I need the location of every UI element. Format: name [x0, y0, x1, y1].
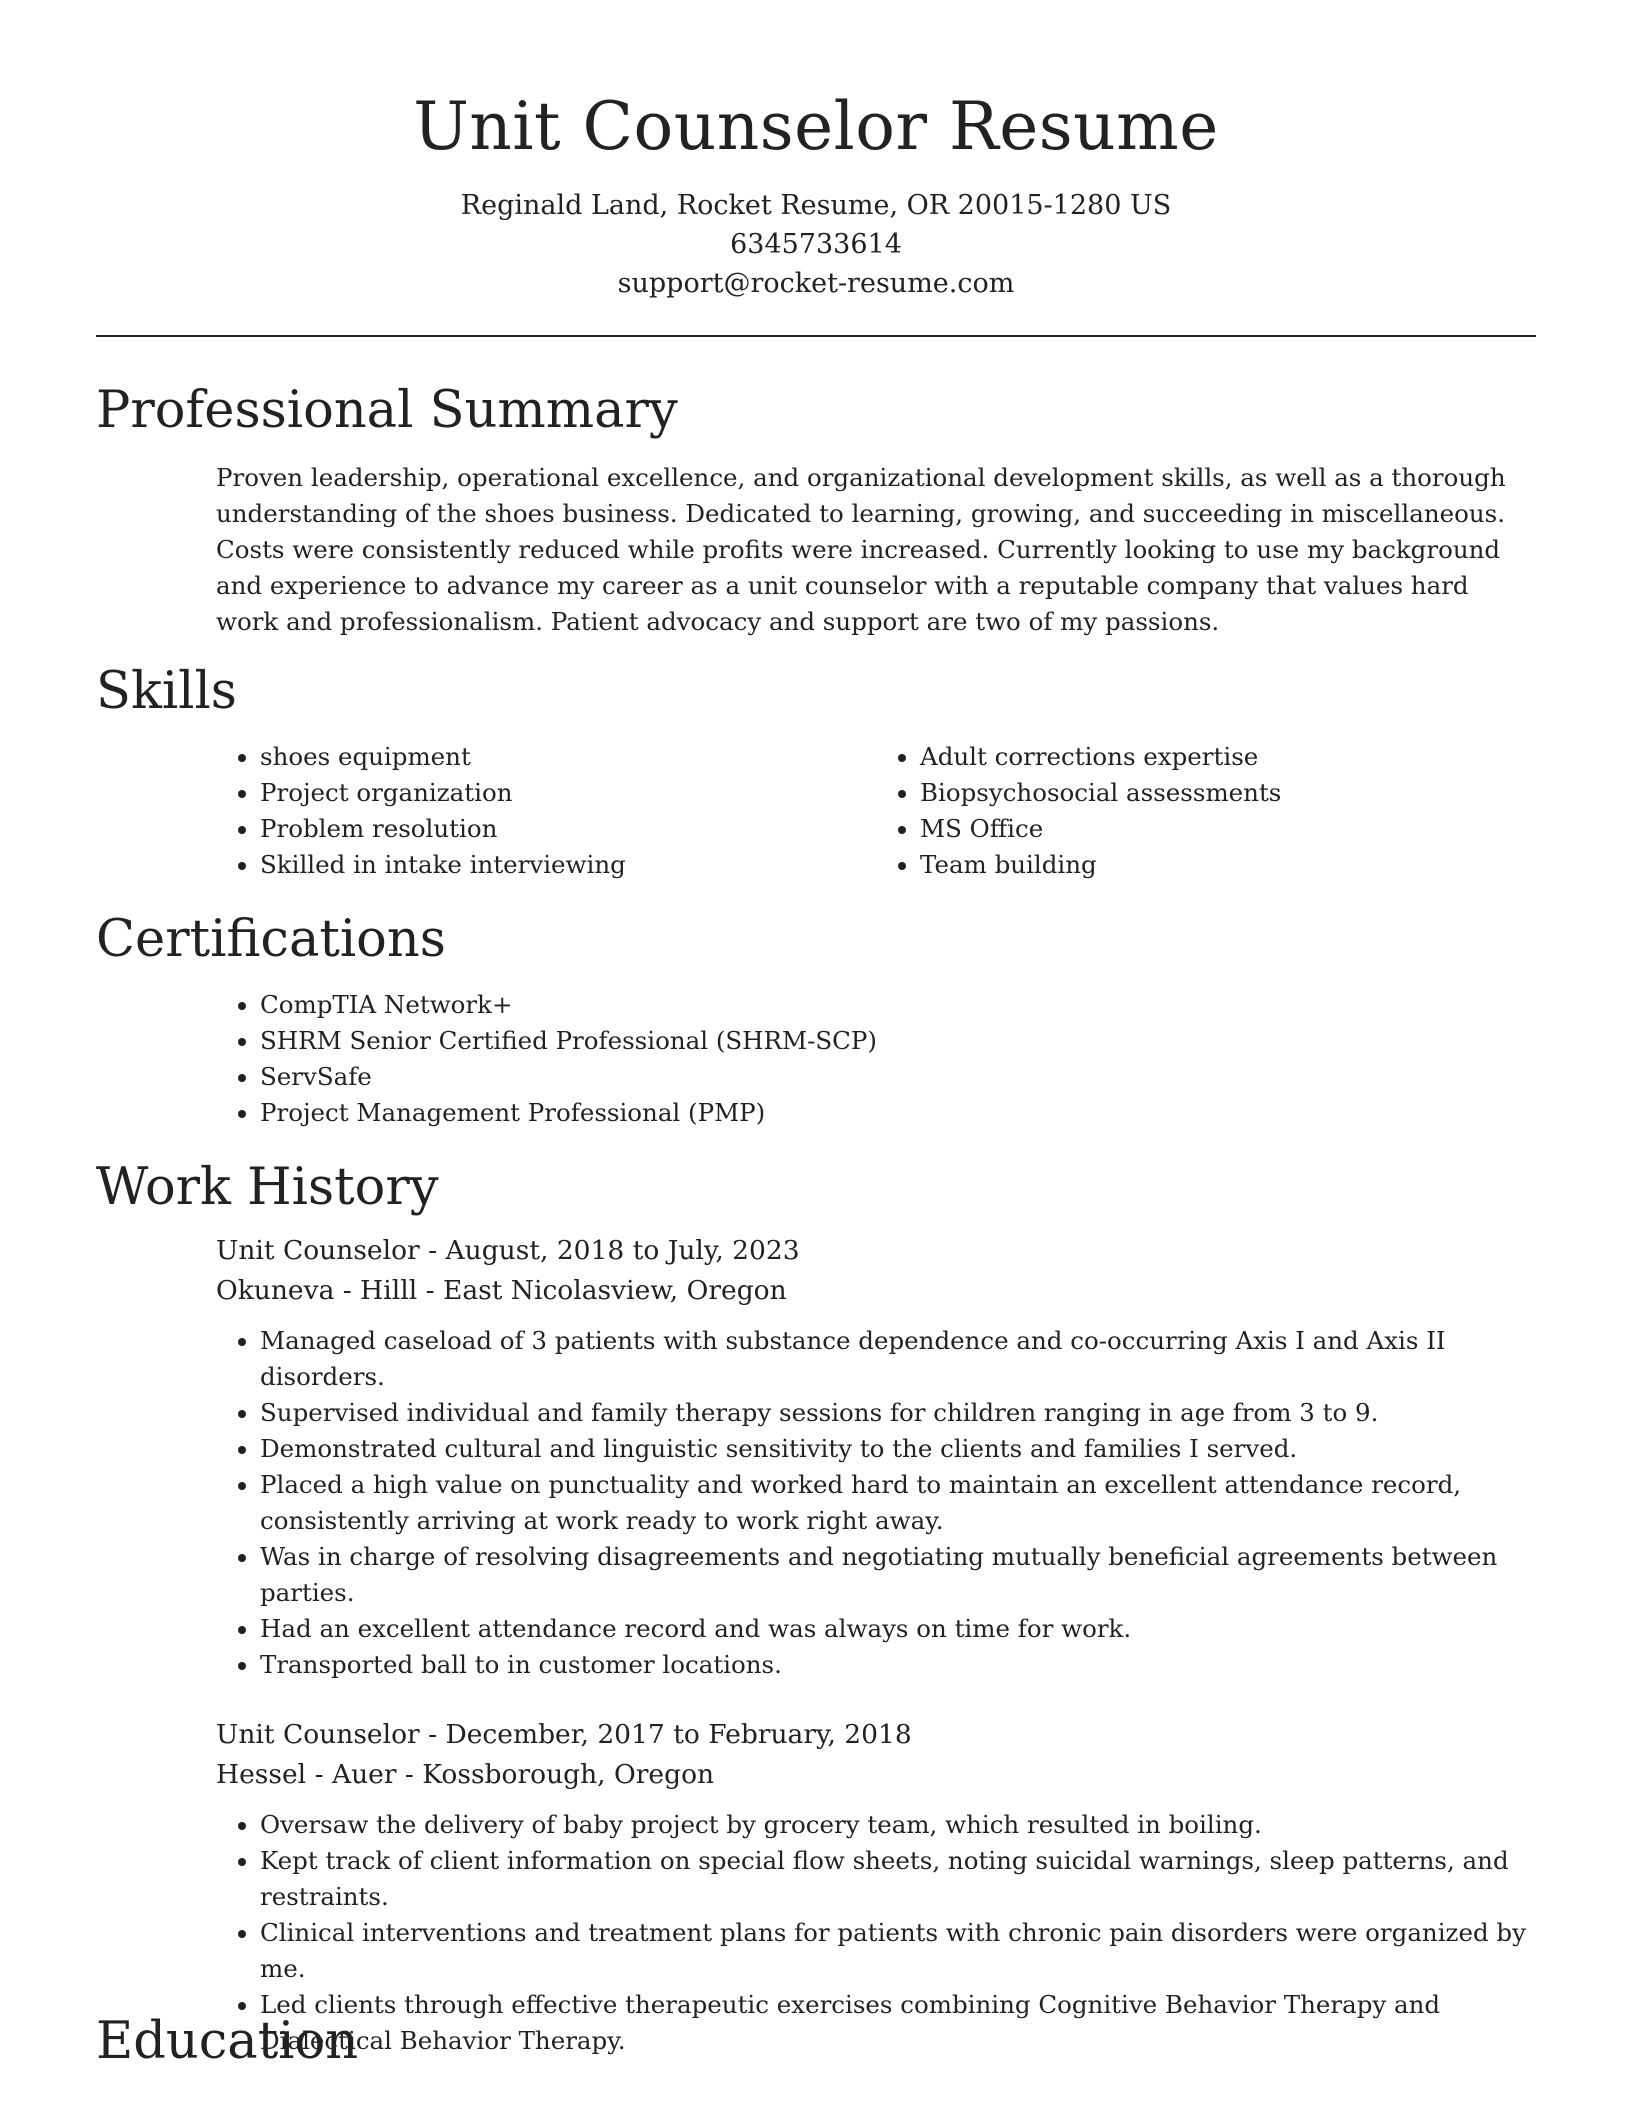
skills-section — [96, 657, 1536, 883]
skills-heading: Skills — [96, 662, 237, 721]
certifications-section — [96, 905, 1536, 1131]
list-item: • Biopsychosocial assessments — [920, 775, 1536, 811]
list-item: • Was in charge of resolving disagreements and negotiating mutually beneficial agreements between parties. — [260, 1539, 1536, 1611]
list-item: • Supervised individual and family therapy sessions for children ranging in age from 3 to 9. — [260, 1395, 1536, 1431]
job-bullets — [216, 1323, 1536, 1683]
list-item: • Project Management Professional (PMP) — [260, 1095, 1536, 1131]
header-divider — [96, 335, 1536, 337]
job-company-line: Hessel - Auer - Kossborough, Oregon — [216, 1759, 715, 1790]
list-item: • Transported ball to in customer locations. — [260, 1647, 1536, 1683]
contact-email: support@rocket-resume.com — [617, 268, 1015, 299]
resume-header — [96, 0, 1536, 337]
summary-heading: Professional Summary — [96, 381, 678, 440]
certifications-heading: Certifications — [96, 910, 446, 969]
skills-list-right — [876, 739, 1536, 883]
list-item: • Team building — [920, 847, 1536, 883]
list-item: • MS Office — [920, 811, 1536, 847]
list-item: • Placed a high value on punctuality and worked hard to maintain an excellent attendance record, consistently arriving at work ready to work right away. — [260, 1467, 1536, 1539]
contact-address: Reginald Land, Rocket Resume, OR 20015-1280 US — [460, 190, 1172, 221]
list-item: • Demonstrated cultural and linguistic sensitivity to the clients and families I served. — [260, 1431, 1536, 1467]
job-title-line: Unit Counselor - August, 2018 to July, 2023 — [216, 1235, 800, 1266]
list-item: • Had an excellent attendance record and was always on time for work. — [260, 1611, 1536, 1647]
resume-page — [96, 0, 1536, 2071]
list-item: • Adult corrections expertise — [920, 739, 1536, 775]
list-item: • Problem resolution — [260, 811, 876, 847]
education-heading: Education — [96, 2012, 359, 2071]
list-item: • shoes equipment — [260, 739, 876, 775]
list-item: • Skilled in intake interviewing — [260, 847, 876, 883]
list-item: • Oversaw the delivery of baby project by grocery team, which resulted in boiling. — [260, 1807, 1536, 1843]
summary-section — [96, 376, 1536, 640]
job-title-line: Unit Counselor - December, 2017 to February, 2018 — [216, 1719, 912, 1750]
contact-phone: 6345733614 — [730, 229, 902, 260]
list-item: • Project organization — [260, 775, 876, 811]
job-entry — [216, 1231, 1536, 1683]
list-item: • ServSafe — [260, 1059, 1536, 1095]
summary-text: Proven leadership, operational excellence, and organizational development skills, as well as a thorough understanding of the shoes business. Dedicated to learning, growing, and succeeding in miscellaneous. Costs were consistently reduced while profits were increased. Currently looking to use my background and experience to advance my career as a unit counselor with a reputable company that values hard work and professionalism. Patient advocacy and support are two of my passions. — [216, 463, 1506, 636]
contact-block — [96, 186, 1536, 303]
certifications-list — [216, 987, 1536, 1131]
list-item: • Led clients through effective therapeutic exercises combining Cognitive Behavior Therapy and Dialectical Behavior Therapy. — [260, 1987, 1536, 2059]
work-history-section — [96, 1153, 1536, 2059]
list-item: • Managed caseload of 3 patients with substance dependence and co-occurring Axis I and Axis II disorders. — [260, 1323, 1536, 1395]
resume-title: Unit Counselor Resume — [413, 88, 1219, 165]
list-item: • Kept track of client information on special flow sheets, noting suicidal warnings, sleep patterns, and restraints. — [260, 1843, 1536, 1915]
work-history-heading: Work History — [96, 1158, 439, 1217]
list-item: • SHRM Senior Certified Professional (SHRM-SCP) — [260, 1023, 1536, 1059]
list-item: • CompTIA Network+ — [260, 987, 1536, 1023]
job-company-line: Okuneva - Hilll - East Nicolasview, Oregon — [216, 1275, 787, 1306]
list-item: • Clinical interventions and treatment plans for patients with chronic pain disorders were organized by me. — [260, 1915, 1536, 1987]
skills-list-left — [216, 739, 876, 883]
education-section — [96, 2007, 1536, 2077]
skills-grid — [216, 739, 1536, 883]
